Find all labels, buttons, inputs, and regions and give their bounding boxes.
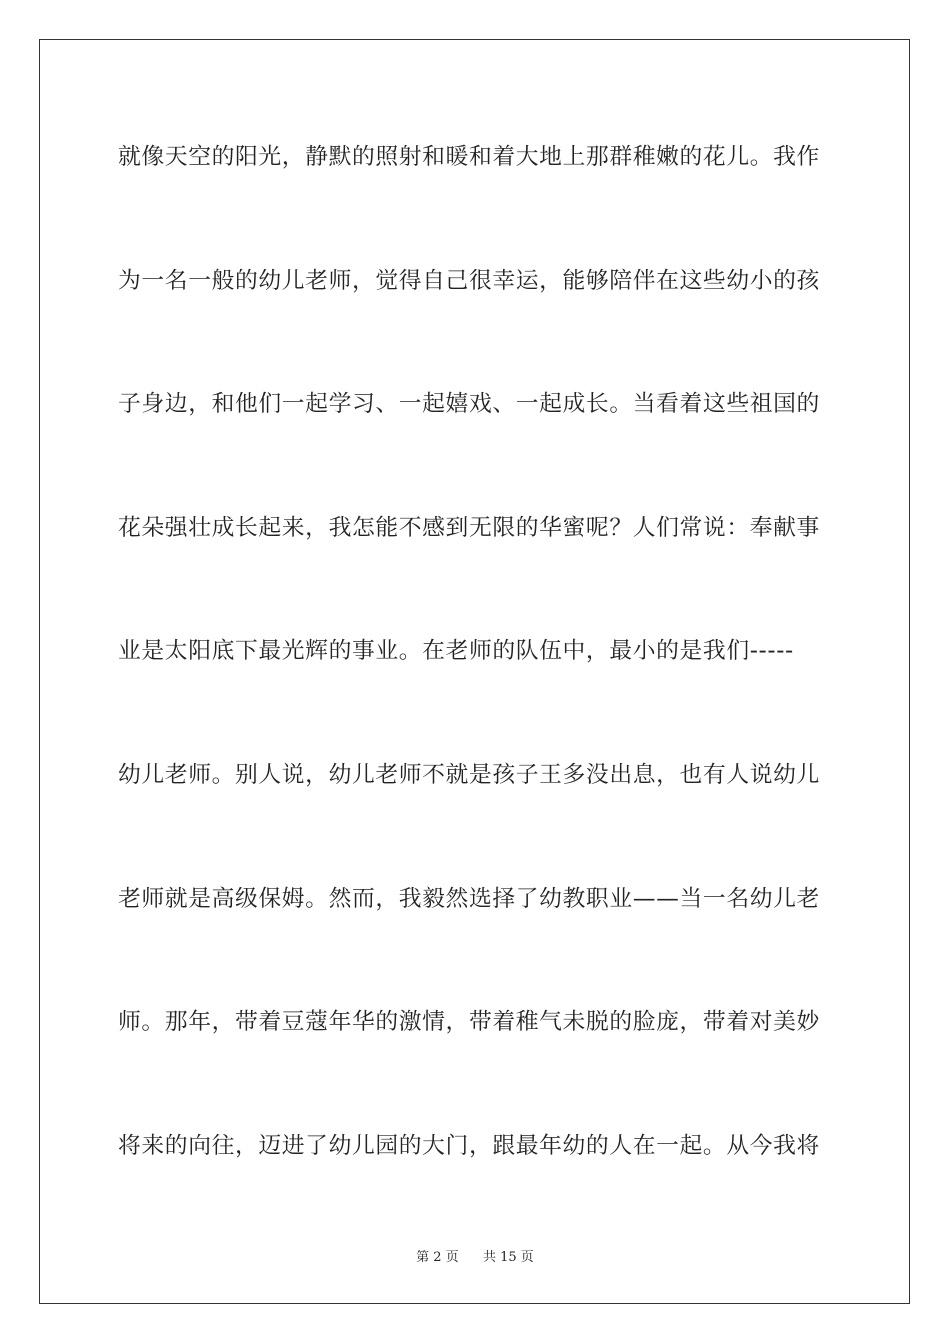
text-line: 就像天空的阳光，静默的照射和暖和着大地上那群稚嫩的花儿。我作	[118, 144, 820, 170]
page-footer	[0, 1246, 950, 1265]
text-line: 将来的向往，迈进了幼儿园的大门，跟最年幼的人在一起。从今我将	[118, 1132, 820, 1159]
text-line: 子身边，和他们一起学习、一起嬉戏、一起成长。当看着这些祖国的	[118, 391, 820, 418]
document-body	[118, 121, 834, 1233]
text-line: 师。那年，带着豆蔻年华的激情，带着稚气未脱的脸庞，带着对美妙	[118, 1009, 820, 1036]
text-line: 业是太阳底下最光辉的事业。在老师的队伍中，最小的是我们-----	[118, 638, 794, 665]
text-line: 老师就是高级保姆。然而，我毅然选择了幼教职业——当一名幼儿老	[118, 885, 820, 912]
text-line: 花朵强壮成长起来，我怎能不感到无限的华蜜呢？人们常说：奉献事	[118, 514, 820, 541]
text-line: 为一名一般的幼儿老师，觉得自己很幸运，能够陪伴在这些幼小的孩	[118, 267, 820, 294]
text-line: 幼儿老师。别人说，幼儿老师不就是孩子王多没出息，也有人说幼儿	[118, 761, 820, 788]
page-total: 共 15 页	[483, 1250, 534, 1265]
page-number: 第 2 页	[416, 1250, 459, 1265]
